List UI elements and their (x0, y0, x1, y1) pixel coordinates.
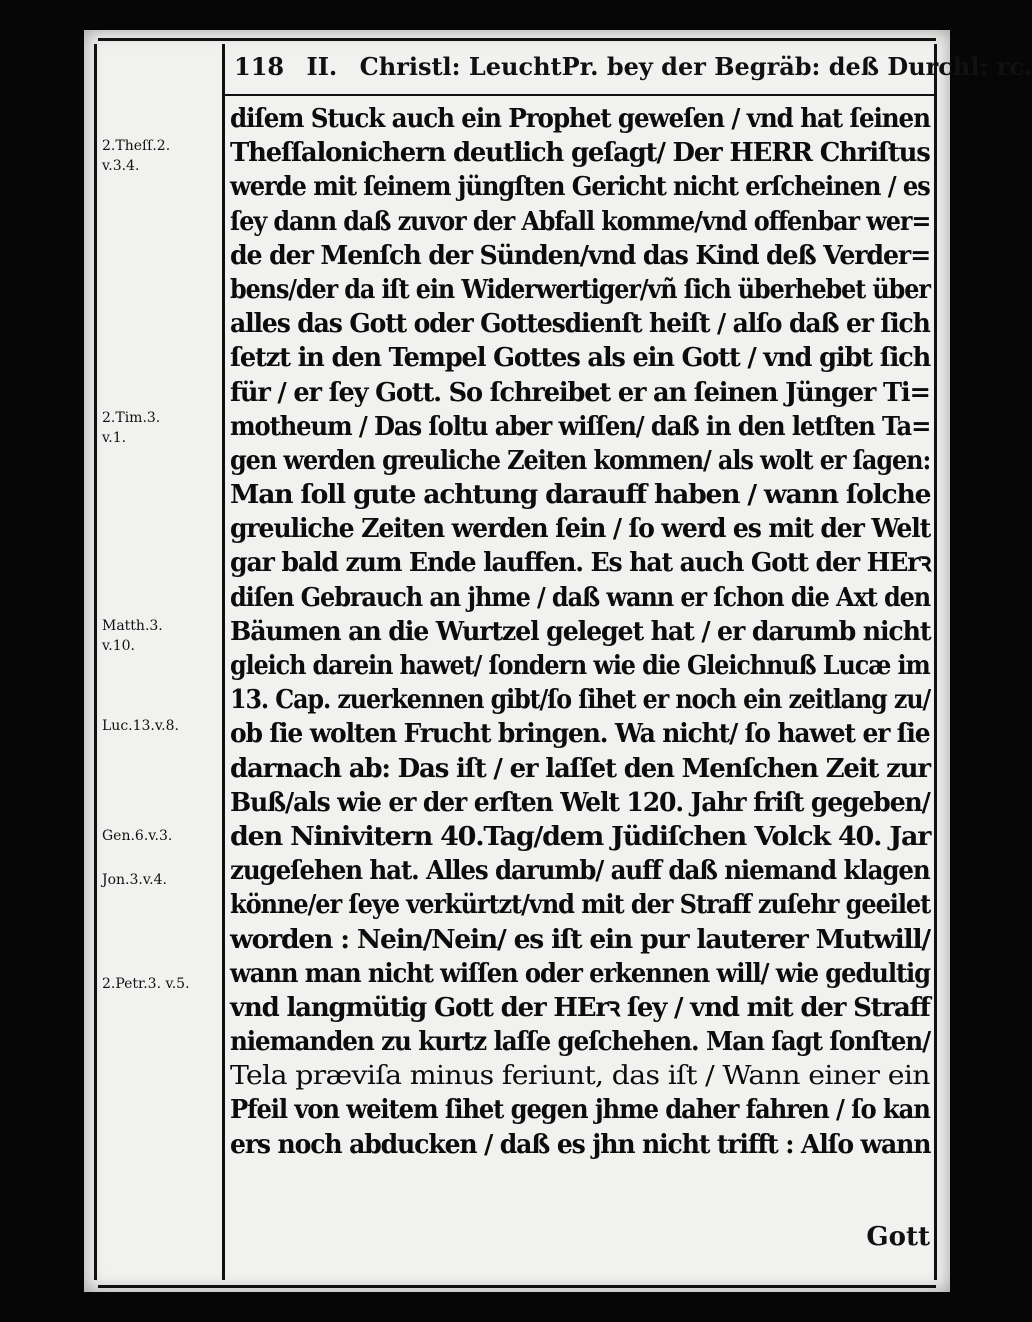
margin-note: 2.Tim.3. v.1. (102, 410, 161, 446)
text-line: gleich darein hawet/ ſondern wie die Gleichnuß Lucæ im (230, 650, 930, 681)
text-line: de der Menſch der Sünden/vnd das Kind deß Verder= (230, 239, 931, 271)
text-line: Pfeil von weitem ſihet gegen jhme daher fahren / ſo kan (230, 1094, 930, 1126)
text-line: wann man nicht wiſſen oder erkennen will/ wie gedultig (230, 957, 931, 989)
book-page (84, 30, 1032, 1292)
margin-note: Jon.3.v.4. (102, 872, 167, 888)
margin-divider (222, 44, 225, 1280)
margin-note: 2.Petr.3. v.5. (102, 976, 190, 992)
body-text (230, 102, 934, 1162)
text-line: motheum / Das ſoltu aber wiſſen/ daß in den letſten Ta= (230, 410, 931, 442)
left-border (94, 44, 97, 1280)
text-line: worden : Nein/Nein/ es iſt ein pur lauterer Mutwill/ (230, 923, 930, 955)
text-line: werde mit ſeinem jüngſten Gericht nicht erſcheinen / es (230, 171, 930, 203)
text-line: ers noch abducken / daß es jhn nicht trifft : Alſo wann (230, 1128, 931, 1160)
text-line: Man ſoll gute achtung darauff haben / wann ſolche (230, 479, 931, 511)
page-number: 118 (234, 52, 285, 81)
text-line: bens/der da iſt ein Widerwertiger/vñ ſich überhebet über (230, 273, 930, 305)
top-rule (98, 38, 936, 41)
text-line: könne/er ſeye verkürtzt/vnd mit der Straff zuſehr geeilet (230, 889, 931, 921)
text-line: ſetzt in den Tempel Gottes als ein Gott / vnd gibt ſich (230, 342, 931, 374)
running-title: Christl: LeuchtPr. bey der Begräb: deß Durchl: rc. (359, 52, 1032, 81)
text-line: gar bald zum Ende lauffen. Es hat auch Gott der HErꝛ (230, 547, 931, 579)
section-number: II. (306, 52, 338, 81)
text-line: niemanden zu kurtz laſſe geſchehen. Man ſagt ſonſten/ (230, 1026, 930, 1058)
text-line: den Ninivitern 40.Tag/dem Jüdiſchen Volck 40. Jar (230, 820, 931, 852)
margin-note: Matth.3. v.10. (102, 618, 163, 654)
catchword: Gott (866, 1222, 930, 1252)
bottom-rule (98, 1285, 936, 1288)
margin-note: Gen.6.v.3. (102, 828, 173, 844)
right-border (934, 44, 937, 1280)
text-line: Theſſalonichern deutlich geſagt/ Der HERR Chriſtus (230, 137, 930, 169)
text-line: ob ſie wolten Frucht bringen. Wa nicht/ ſo hawet er ſie (230, 718, 930, 750)
text-line: greuliche Zeiten werden ſein / ſo werd es mit der Welt (230, 513, 931, 545)
text-line: zugeſehen hat. Alles darumb/ auff daß niemand klagen (230, 855, 930, 887)
text-line: diſem Stuck auch ein Prophet geweſen / vnd hat ſeinen (230, 103, 930, 134)
text-line: 13. Cap. zuerkennen gibt/ſo ſihet er noch ein zeitlang zu/ (230, 684, 931, 716)
text-line: vnd langmütig Gott der HErꝛ ſey / vnd mit der Straff (230, 991, 930, 1023)
running-header (234, 52, 1032, 92)
text-line: darnach ab: Das iſt / er laſſet den Menſchen Zeit zur (230, 752, 930, 784)
header-rule (225, 94, 937, 96)
text-line: Tela præviſa minus feriunt, das iſt / Wann einer ein (230, 1060, 930, 1092)
text-line: für / er ſey Gott. So ſchreibet er an ſeinen Jünger Ti= (230, 376, 930, 408)
text-line: alles das Gott oder Gottesdienſt heiſt / alſo daß er ſich (230, 308, 930, 340)
text-line: Buß/als wie er der erſten Welt 120. Jahr friſt gegeben/ (230, 786, 930, 818)
text-line: ſey dann daß zuvor der Abfall komme/vnd offenbar wer= (230, 205, 931, 237)
text-line: Bäumen an die Wurtzel geleget hat / er darumb nicht (230, 615, 931, 647)
margin-note: Luc.13.v.8. (102, 718, 179, 734)
text-line: gen werden greuliche Zeiten kommen/ als wolt er ſagen: (230, 444, 931, 476)
text-line: diſen Gebrauch an jhme / daß wann er ſchon die Axt den (230, 581, 931, 613)
margin-note: 2.Theſſ.2. v.3.4. (102, 138, 171, 174)
